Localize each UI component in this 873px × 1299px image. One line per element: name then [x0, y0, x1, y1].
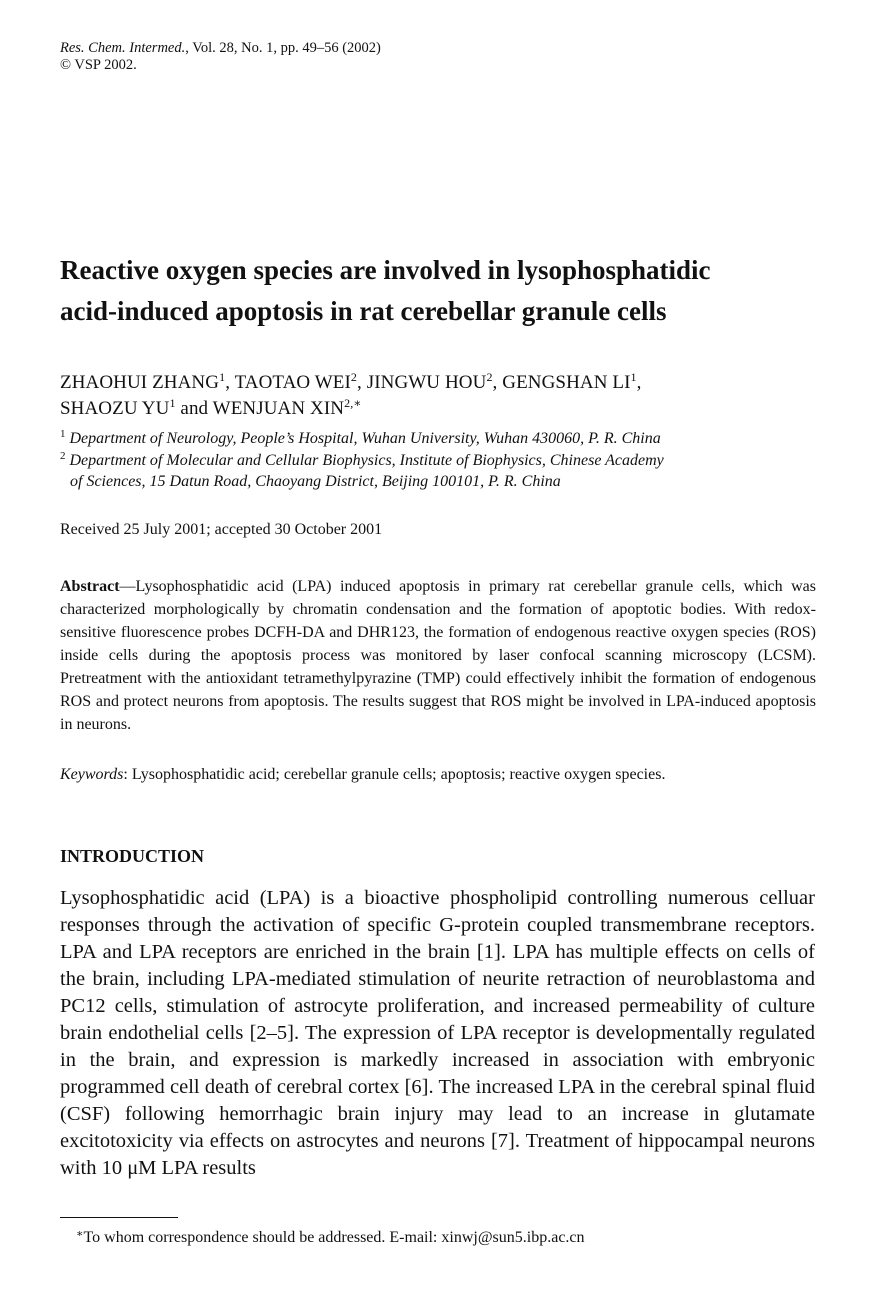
keywords-label: Keywords	[60, 766, 124, 783]
author-affil-mark: 2,∗	[344, 396, 362, 410]
author-line-1	[60, 370, 820, 396]
copyright: © VSP 2002.	[60, 57, 137, 73]
section-heading-introduction: INTRODUCTION	[60, 846, 205, 866]
footnote-text: To whom correspondence should be addressed. E-mail: xinwj@sun5.ibp.ac.cn	[83, 1229, 585, 1246]
author-name: TAOTAO WEI	[234, 372, 351, 393]
paper-title	[60, 250, 820, 332]
affiliation-1	[60, 428, 820, 450]
affiliation-text: Department of Molecular and Cellular Biophysics, Institute of Biophysics, Chinese Academy	[69, 451, 664, 469]
affiliations	[60, 428, 820, 493]
introduction-body: Lysophosphatidic acid (LPA) is a bioactive phospholipid controlling numerous celluar responses through the activation of specific G-protein coupled transmembrane receptors. LPA and LPA receptors are enriched in the brain [1]. LPA has multiple effects on cells of the brain, including LPA-mediated stimulation of neurite retraction of neuroblastoma and PC12 cells, stimulation of astrocyte proliferation, and increased permeability of culture brain endothelial cells [2–5]. The expression of LPA receptor is developmentally regulated in the brain, and expression is markedly increased in association with embryonic programmed cell death of cerebral cortex [6]. The increased LPA in the cerebral spinal fluid (CSF) following hemorrhagic brain injury may lead to an increase in glutamate excitotoxicity via effects on astrocytes and neurons [7]. Treatment of hippocampal neurons with 10 μM LPA results	[60, 887, 815, 1179]
author-separator: ,	[636, 372, 642, 393]
author-line-2	[60, 396, 820, 422]
citation-details: , Vol. 28, No. 1, pp. 49–56 (2002)	[185, 40, 381, 56]
affiliation-2	[60, 450, 820, 472]
author-affil-mark: 1	[169, 396, 176, 410]
keywords	[60, 766, 665, 784]
author-name: GENGSHAN LI	[502, 372, 631, 393]
journal-header	[60, 40, 381, 74]
author-name: ZHAOHUI ZHANG	[60, 372, 220, 393]
abstract-label: Abstract	[60, 578, 120, 595]
author-affil-mark: 1	[219, 370, 226, 384]
affiliation-2-continued: of Sciences, 15 Datun Road, Chaoyang District, Beijing 100101, P. R. China	[70, 473, 561, 490]
abstract-text: —Lysophosphatidic acid (LPA) induced apoptosis in primary rat cerebellar granule cells, which was characterized morphologically by chromatin condensation and the formation of apoptotic bodies. With redox-sensitive fluorescence probes DCFH-DA and DHR123, the formation of endogenous reactive oxygen species (ROS) inside cells during the apoptosis process was monitored by laser confocal scanning microscopy (LCSM). Pretreatment with the antioxidant tetramethylpyrazine (TMP) could effectively inhibit the formation of endogenous ROS and protect neurons from apoptosis. The results suggest that ROS might be involved in LPA-induced apoptosis in neurons.	[60, 578, 816, 733]
affiliation-mark: 2	[60, 449, 66, 462]
footnote-divider	[60, 1217, 178, 1218]
title-line-1: Reactive oxygen species are involved in lysophosphatidic	[60, 255, 711, 285]
journal-name: Res. Chem. Intermed.	[60, 40, 186, 56]
abstract	[60, 575, 816, 736]
keywords-text: : Lysophosphatidic acid; cerebellar granule cells; apoptosis; reactive oxygen species.	[123, 766, 666, 783]
received-dates: Received 25 July 2001; accepted 30 October 2001	[60, 521, 383, 538]
author-name: JINGWU HOU	[366, 372, 487, 393]
author-affil-mark: 2	[350, 370, 357, 384]
author-separator: ,	[492, 372, 503, 393]
author-name: SHAOZU YU	[60, 398, 170, 419]
author-affil-mark: 1	[630, 370, 637, 384]
affiliation-mark: 1	[60, 428, 66, 440]
author-separator: ,	[225, 372, 235, 393]
footnote	[76, 1229, 585, 1247]
title-line-2: acid-induced apoptosis in rat cerebellar granule cells	[60, 296, 667, 326]
author-separator: and	[175, 398, 213, 419]
author-separator: ,	[357, 372, 367, 393]
author-name: WENJUAN XIN	[212, 398, 345, 419]
footnote-mark: ∗	[76, 1228, 84, 1240]
citation-line	[60, 40, 381, 57]
author-list	[60, 370, 820, 422]
author-affil-mark: 2	[486, 370, 493, 384]
affiliation-text: Department of Neurology, People’s Hospital, Wuhan University, Wuhan 430060, P. R. China	[69, 430, 661, 447]
